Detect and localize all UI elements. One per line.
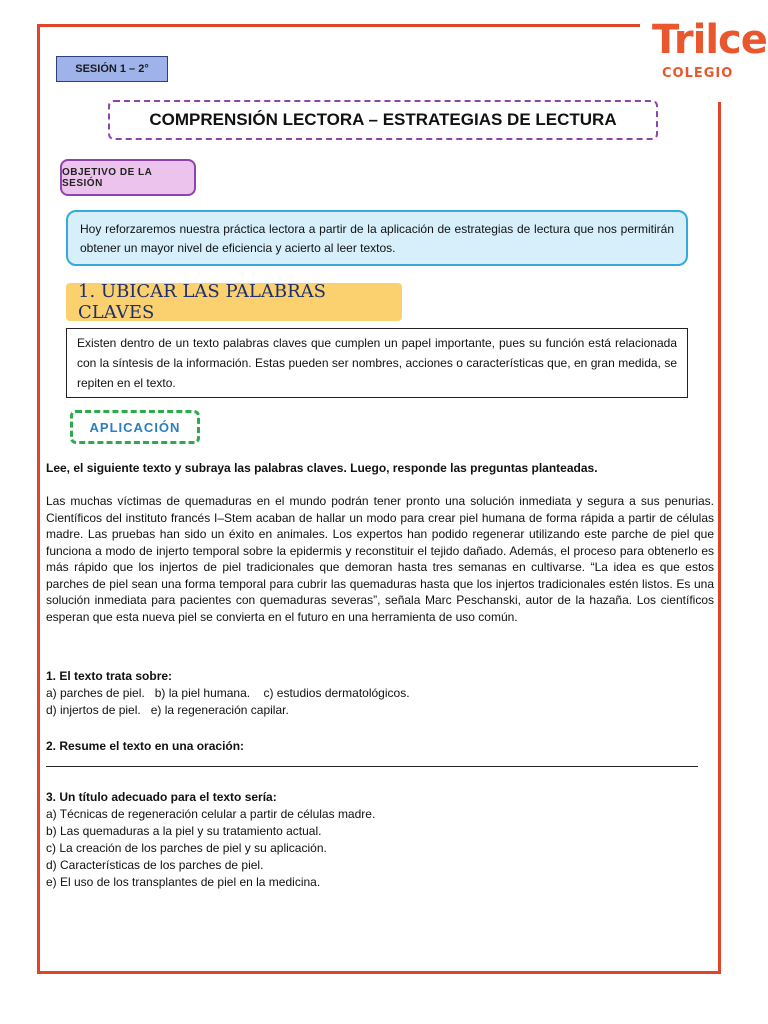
question-1	[46, 668, 714, 719]
answer-line[interactable]	[46, 766, 698, 767]
question-3	[46, 789, 714, 891]
objective-text: Hoy reforzaremos nuestra práctica lectora a partir de la aplicación de estrategias de lectura que nos permitirán obtener un mayor nivel de eficiencia y acierto al leer textos.	[66, 210, 688, 266]
session-badge: SESIÓN 1 – 2°	[56, 56, 168, 82]
application-label: APLICACIÓN	[70, 410, 200, 444]
question-1-options-line-2: d) injertos de piel. e) la regeneración capilar.	[46, 703, 289, 717]
question-3-title: 3. Un título adecuado para el texto sería:	[46, 790, 277, 804]
logo-subtitle: COLEGIO	[662, 66, 734, 81]
question-3-option: c) La creación de los parches de piel y su aplicación.	[46, 841, 327, 855]
question-1-title: 1. El texto trata sobre:	[46, 669, 173, 683]
question-3-option: b) Las quemaduras a la piel y su tratamiento actual.	[46, 824, 322, 838]
logo-word: Trilce	[652, 17, 767, 63]
question-1-options-line-1: a) parches de piel. b) la piel humana. c) estudios dermatológicos.	[46, 686, 410, 700]
question-3-option: e) El uso de los transplantes de piel en la medicina.	[46, 875, 321, 889]
question-2-title: 2. Resume el texto en una oración:	[46, 739, 245, 753]
page-title: COMPRENSIÓN LECTORA – ESTRATEGIAS DE LECTURA	[108, 100, 658, 140]
question-3-option: d) Características de los parches de piel.	[46, 858, 264, 872]
section-heading: 1. UBICAR LAS PALABRAS CLAVES	[66, 283, 402, 321]
question-3-option: a) Técnicas de regeneración celular a partir de células madre.	[46, 807, 376, 821]
section-text: Existen dentro de un texto palabras claves que cumplen un papel importante, pues su función está relacionada con la síntesis de la información. Estas pueden ser nombres, acciones o características que, en gran medida, se repiten en el texto.	[66, 328, 688, 398]
question-2	[46, 738, 714, 755]
objective-label: OBJETIVO DE LA SESIÓN	[60, 159, 196, 196]
reading-passage: Las muchas víctimas de quemaduras en el mundo podrán tener pronto una solución inmediata y segura a sus penurias. Científicos del instituto francés I–Stem acaban de hallar un modo para crear piel humana de forma rápida a partir de células madre. Las pruebas han sido un éxito en animales. Los expertos han podido regenerar utilizando este parche de piel que funciona a modo de injerto temporal sobre la epidermis y reconstituir el tejido dañado. Además, el proceso para obtenerlo es más rápido que los injertos de piel tradicionales que demoran hasta tres semanas en cultivarse. “La idea es que estos parches de piel sean una forma temporal para cubrir las quemaduras hasta que los injertos tradicionales estén listos. Es una solución inmediata para pacientes con quemaduras severas”, señala Marc Peschanski, autor de la hazaña. Los científicos esperan que esta nueva piel se convierta en el futuro en una herramienta de uso común.	[46, 494, 714, 624]
trilce-logo	[640, 12, 768, 102]
instruction-text: Lee, el siguiente texto y subraya las palabras claves. Luego, responde las preguntas planteadas.	[46, 461, 598, 475]
